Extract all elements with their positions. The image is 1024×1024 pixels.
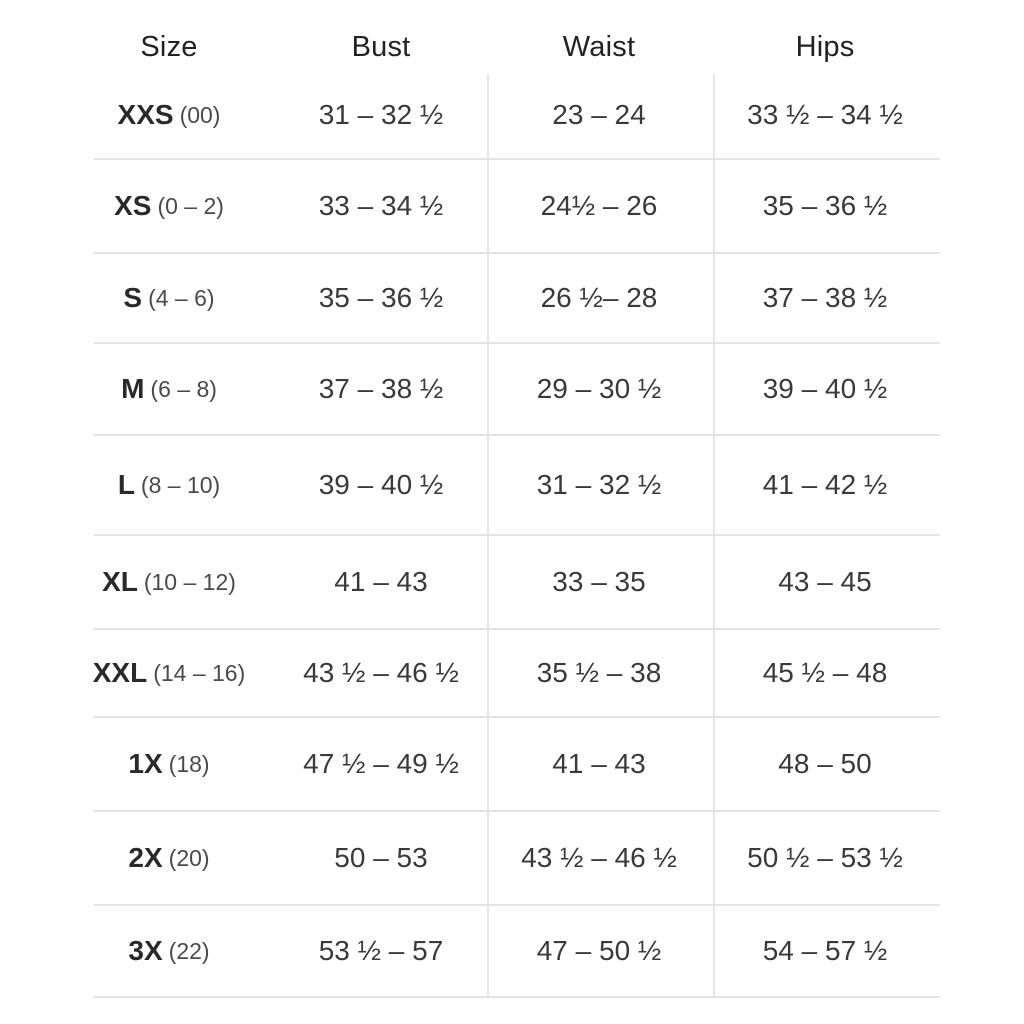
header-size: Size <box>140 31 198 63</box>
size-cell <box>94 72 244 158</box>
size-label: 3X <box>128 935 163 966</box>
table-row <box>94 160 940 254</box>
waist-cell: 47 – 50 ½ <box>536 935 662 966</box>
bust-cell: 35 – 36 ½ <box>318 282 444 313</box>
waist-cell: 31 – 32 ½ <box>536 469 662 500</box>
hips-cell: 35 – 36 ½ <box>762 190 888 221</box>
size-label: 1X <box>128 748 163 779</box>
bust-cell: 37 – 38 ½ <box>318 373 444 404</box>
waist-cell: 33 – 35 <box>552 566 646 597</box>
hips-cell: 39 – 40 ½ <box>762 373 888 404</box>
numeric-size: (0 – 2) <box>157 192 224 219</box>
hips-cell: 41 – 42 ½ <box>762 469 888 500</box>
waist-cell: 23 – 24 <box>552 99 646 130</box>
table-row <box>94 72 940 160</box>
hips-cell: 43 – 45 <box>778 566 872 597</box>
size-label: XL <box>102 566 138 597</box>
numeric-size: (22) <box>168 937 210 964</box>
hips-cell: 50 ½ – 53 ½ <box>747 842 903 873</box>
bust-cell: 47 ½ – 49 ½ <box>303 748 459 779</box>
header-waist: Waist <box>562 31 636 63</box>
waist-cell: 24½ – 26 <box>540 190 658 221</box>
hips-cell: 37 – 38 ½ <box>762 282 888 313</box>
hips-cell: 33 ½ – 34 ½ <box>747 99 903 130</box>
hips-cell: 45 ½ – 48 <box>762 657 888 688</box>
size-label: M <box>121 373 145 404</box>
bust-cell: 31 – 32 ½ <box>318 99 444 130</box>
size-cell <box>94 630 244 716</box>
numeric-size: (10 – 12) <box>143 568 236 595</box>
header-row <box>94 22 940 72</box>
table-row <box>94 812 940 906</box>
bust-cell: 50 – 53 <box>334 842 428 873</box>
waist-cell: 29 – 30 ½ <box>536 373 662 404</box>
numeric-size: (14 – 16) <box>153 659 246 686</box>
size-cell <box>94 160 244 252</box>
size-label: S <box>123 282 143 313</box>
numeric-size: (8 – 10) <box>140 471 221 498</box>
bust-cell: 39 – 40 ½ <box>318 469 444 500</box>
bust-cell: 33 – 34 ½ <box>318 190 444 221</box>
numeric-size: (4 – 6) <box>148 284 215 311</box>
waist-cell: 26 ½– 28 <box>540 282 658 313</box>
size-label: 2X <box>128 842 163 873</box>
size-cell <box>94 812 244 904</box>
size-label: L <box>117 469 135 500</box>
size-cell <box>94 718 244 810</box>
table-row <box>94 630 940 718</box>
bust-cell: 43 ½ – 46 ½ <box>303 657 459 688</box>
numeric-size: (00) <box>179 101 221 128</box>
size-cell <box>94 344 244 434</box>
header-hips: Hips <box>795 31 855 63</box>
hips-cell: 54 – 57 ½ <box>762 935 888 966</box>
bust-cell: 41 – 43 <box>334 566 428 597</box>
size-label: XS <box>114 190 152 221</box>
table-row <box>94 436 940 536</box>
size-label: XXS <box>117 99 174 130</box>
size-cell <box>94 436 244 534</box>
numeric-size: (20) <box>168 844 210 871</box>
size-chart <box>94 0 940 1000</box>
size-cell <box>94 536 244 628</box>
numeric-size: (6 – 8) <box>150 375 217 402</box>
table-row <box>94 254 940 344</box>
numeric-size: (18) <box>168 750 210 777</box>
table-row <box>94 536 940 630</box>
table-row <box>94 718 940 812</box>
header-bust: Bust <box>351 31 411 63</box>
table-row <box>94 344 940 436</box>
size-cell <box>94 906 244 996</box>
waist-cell: 43 ½ – 46 ½ <box>521 842 677 873</box>
size-cell <box>94 254 244 342</box>
table-row <box>94 906 940 998</box>
waist-cell: 35 ½ – 38 <box>536 657 662 688</box>
size-label: XXL <box>92 657 148 688</box>
waist-cell: 41 – 43 <box>552 748 646 779</box>
bust-cell: 53 ½ – 57 <box>318 935 444 966</box>
hips-cell: 48 – 50 <box>778 748 872 779</box>
